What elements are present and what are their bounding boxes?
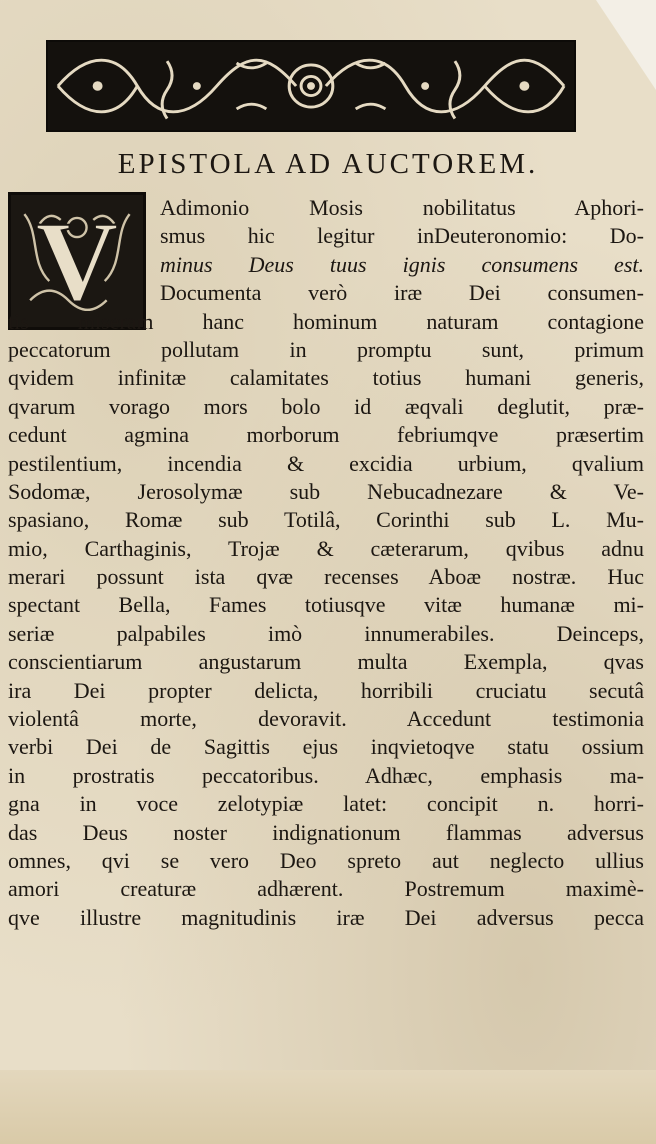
torn-corner <box>596 0 656 90</box>
text-line: violentâ morte, devoravit. Accedunt testimonia <box>8 706 644 732</box>
text-line: Adimonio Mosis nobilitatus Aphori- <box>160 195 644 220</box>
text-line: mio, Carthaginis, Trojæ & cæterarum, qvibus adnu <box>8 535 644 561</box>
text-line: cedunt agmina morborum febriumqve præsertim <box>8 422 644 448</box>
text-line: Sodomæ, Jerosolymæ sub Nebucadnezare & Ve- <box>8 478 644 504</box>
text-line: pestilentium, incendia & excidia urbium, qvalium <box>8 450 644 476</box>
text-line: das Deus noster indignationum flammas adversus <box>8 819 644 845</box>
page-bottom-margin <box>0 1070 656 1144</box>
decorative-headpiece <box>46 40 576 132</box>
text-line: verbi Dei de Sagittis ejus inqvietoqve statu ossium <box>8 734 644 760</box>
page-title: EPISTOLA AD AUCTOREM. <box>117 148 539 180</box>
text-line: qve illustre magnitudinis iræ Dei adversus pecca <box>8 904 644 930</box>
text-line: amori creaturæ adhærent. Postremum maximè- <box>8 876 644 902</box>
initial-letter: V <box>35 198 119 326</box>
text-line: merari possunt ista qvæ recenses Aboæ nostræ. Huc <box>8 564 644 590</box>
text-line: spasiano, Romæ sub Totilâ, Corinthi sub L. Mu- <box>8 507 644 533</box>
text-line: qvidem infinitæ calamitates totius humani generis, <box>8 365 644 391</box>
text-line: in prostratis peccatoribus. Adhæc, emphasis ma- <box>8 762 644 788</box>
text-line: qvarum vorago mors bolo id æqvali deglutit, præ- <box>8 393 644 419</box>
text-line: tis miseram hanc hominum naturam contagione <box>8 308 644 334</box>
text-line: gna in voce zelotypiæ latet: concipit n. horri- <box>8 791 644 817</box>
text-line: Documenta verò iræ Dei consumen- <box>160 280 644 306</box>
text-line: conscientiarum angustarum multa Exempla, qvas <box>8 649 644 675</box>
body-text <box>8 194 644 932</box>
text-line: omnes, qvi se vero Deo spreto aut neglecto ullius <box>8 847 644 873</box>
text-line: seriæ palpabiles imò innumerabiles. Deinceps, <box>8 620 644 646</box>
text-line: spectant Bella, Fames totiusqve vitæ humanæ mi- <box>8 592 644 618</box>
text-line: ira Dei propter delicta, horribili cruciatu secutâ <box>8 677 644 703</box>
text-line: minus Deus tuus ignis consumens est. <box>160 251 644 277</box>
text-line: peccatorum pollutam in promptu sunt, primum <box>8 336 644 362</box>
text-line: smus hic legitur inDeuteronomio: Do- <box>160 223 644 249</box>
